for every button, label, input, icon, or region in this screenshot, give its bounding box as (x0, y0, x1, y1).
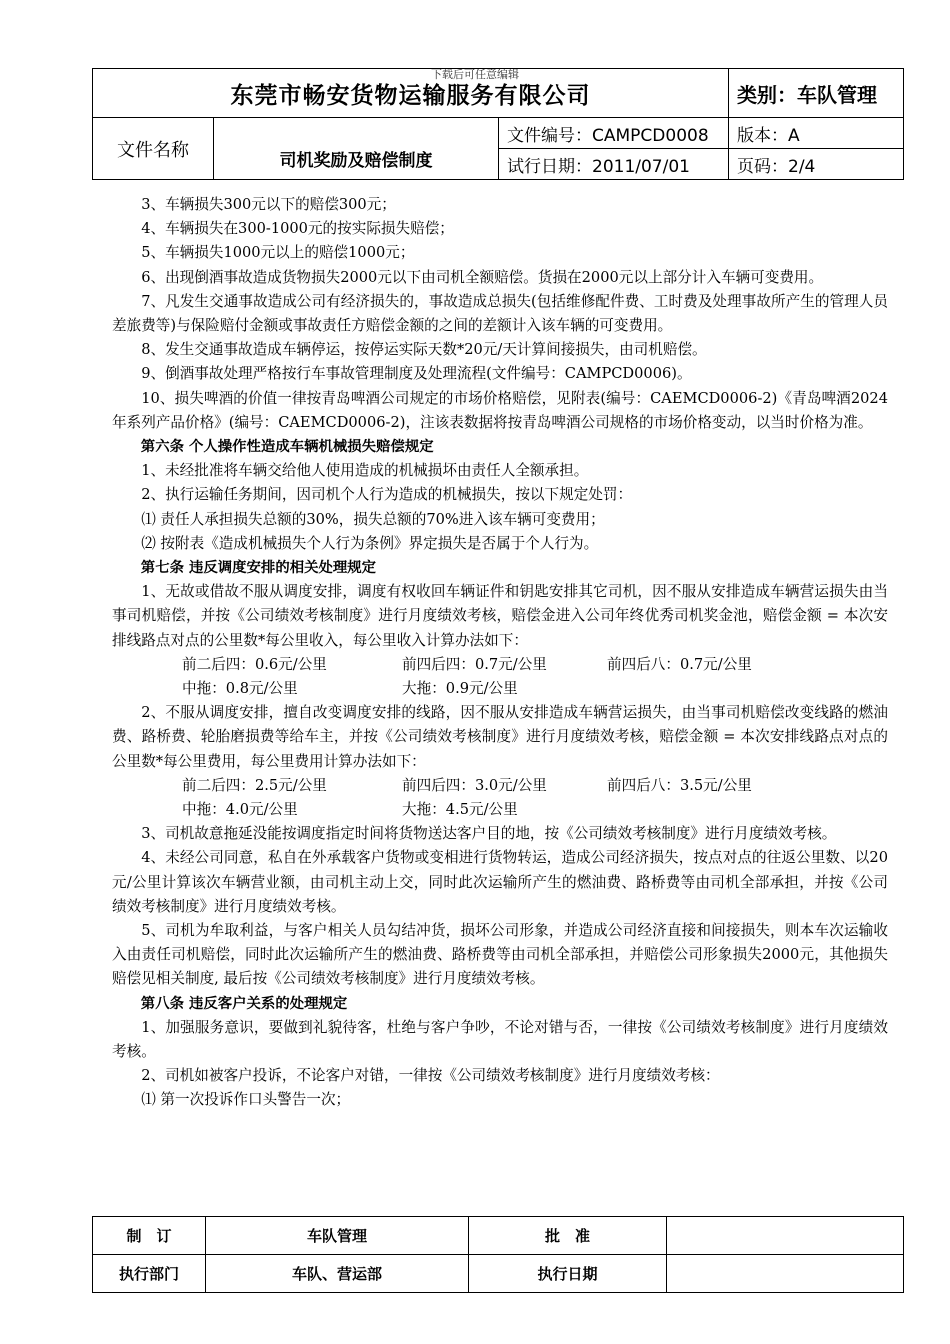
paragraph: 3、车辆损失300元以下的赔偿300元； (141, 196, 396, 213)
paragraph: 5、车辆损失1000元以上的赔偿1000元； (141, 244, 415, 262)
rate-item: 中拖：0.8元/公里 (182, 680, 298, 698)
paragraph: 6、出现倒酒事故造成货物损失2000元以下由司机全额赔偿。货损在2000元以上部分计入车辆可变费用。 (141, 268, 824, 286)
dept-label: 执行部门 (93, 1255, 206, 1293)
header-table (92, 68, 904, 180)
file-name-label: 文件名称 (93, 118, 214, 180)
paragraph: 4、车辆损失在300-1000元的按实际损失赔偿； (141, 220, 454, 238)
section-heading-6: 第六条 个人操作性造成车辆机械损失赔偿规定 (140, 439, 434, 456)
document-body (112, 193, 888, 1113)
paragraph: 5、司机为牟取利益，与客户相关人员勾结冲货，损坏公司形象，并造成公司经济直接和间接损失，则本车次运输收入由责任司机赔偿，同时此次运输所产生的燃油费、路桥费等由司机全部承担，并赔偿公司形象损失2000元，其他损失赔偿见相关制度, 最后按《公司绩效考核制度》进行月度绩效考核。 (112, 922, 888, 988)
paragraph: 1、未经批准将车辆交给他人使用造成的机械损坏由责任人全额承担。 (141, 462, 589, 480)
paragraph: 2、执行运输任务期间，因司机个人行为造成的机械损失，按以下规定处罚： (141, 486, 633, 504)
rate-item: 前二后四：2.5元/公里 (182, 776, 327, 794)
paragraph: ⑵ 按附表《造成机械损失个人行为条例》界定损失是否属于个人行为。 (141, 534, 599, 552)
paragraph: 3、司机故意拖延没能按调度指定时间将货物送达客户目的地，按《公司绩效考核制度》进行月度绩效考核。 (141, 825, 837, 843)
file-number: 文件编号：CAMPCD0008 (499, 118, 729, 149)
paragraph: 2、不服从调度安排，擅自改变调度安排的线路，因不服从安排造成车辆营运损失，由当事司机赔偿改变线路的燃油费、路桥费、轮胎磨损费等给车主，并按《公司绩效考核制度》进行月度绩效考核，赔偿金额 = 本次安排线路点对点的公里数*每公里费用，每公里费用计算办法如下： (112, 704, 888, 770)
dept-value: 车队、营运部 (206, 1255, 469, 1293)
rate-item: 前四后四：0.7元/公里 (402, 655, 547, 673)
company-name: 东莞市畅安货物运输服务有限公司 (93, 69, 729, 118)
rate-item: 中拖：4.0元/公里 (182, 801, 298, 819)
paragraph: 1、加强服务意识，要做到礼貌待客，杜绝与客户争吵，不论对错与否，一律按《公司绩效考核制度》进行月度绩效考核。 (112, 1018, 888, 1061)
exec-date-value (667, 1255, 904, 1293)
paragraph: 9、倒酒事故处理严格按行车事故管理制度及处理流程(文件编号：CAMPCD0006)。 (141, 365, 692, 383)
rate-row (182, 653, 888, 677)
paragraph: 1、无故或借故不服从调度安排，调度有权收回车辆证件和钥匙安排其它司机，因不服从安排造成车辆营运损失由当事司机赔偿，并按《公司绩效考核制度》进行月度绩效考核，赔偿金进入公司年终优秀司机奖金池，赔偿金额 = 本次安排线路点对点的公里数*每公里收入，每公里收入计算办法如下： (112, 583, 888, 649)
paragraph: 10、损失啤酒的价值一律按青岛啤酒公司规定的市场价格赔偿，见附表(编号：CAEMCD0006-2)《青岛啤酒2024年系列产品价格》(编号：CAEMCD0006-2)，注该表数据将按青岛啤酒公司规格的市场价格变动，以当时价格为准。 (112, 389, 888, 431)
paragraph: 7、凡发生交通事故造成公司有经济损失的，事故造成总损失(包括维修配件费、工时费及处理事故所产生的管理人员差旅费等)与保险赔付金额或事故责任方赔偿金额的之间的差额计入该车辆的可变费用。 (112, 292, 888, 335)
rate-row (182, 798, 888, 822)
page-number: 页码：2/4 (729, 149, 904, 180)
trial-date: 试行日期：2011/07/01 (499, 149, 729, 180)
footer-table (92, 1216, 904, 1293)
rate-item: 前四后八：0.7元/公里 (607, 655, 752, 673)
rate-item: 大拖：0.9元/公里 (402, 680, 518, 698)
exec-date-label: 执行日期 (469, 1255, 667, 1293)
made-label: 制 订 (93, 1217, 206, 1255)
paragraph: ⑴ 责任人承担损失总额的30%，损失总额的70%进入该车辆可变费用； (141, 510, 605, 528)
rate-table-cost (112, 774, 888, 822)
rate-item: 前四后四：3.0元/公里 (402, 776, 547, 794)
made-value: 车队管理 (206, 1217, 469, 1255)
paragraph: 8、发生交通事故造成车辆停运，按停运实际天数*20元/天计算间接损失，由司机赔偿。 (141, 341, 707, 359)
document-title: 司机奖励及赔偿制度 (214, 118, 499, 180)
approve-label: 批 准 (469, 1217, 667, 1255)
section-heading-8: 第八条 违反客户关系的处理规定 (140, 995, 348, 1012)
paragraph: 4、未经公司同意，私自在外承载客户货物或变相进行货物转运，造成公司经济损失，按点对点的往返公里数、以20元/公里计算该次车辆营业额，由司机主动上交，同时此次运输所产生的燃油费、路桥费等由司机全部承担，并按《公司绩效考核制度》进行月度绩效考核。 (112, 849, 888, 915)
approve-value (667, 1217, 904, 1255)
rate-row (182, 677, 888, 701)
category: 类别：车队管理 (729, 69, 904, 118)
version: 版本：A (729, 118, 904, 149)
paragraph: 2、司机如被客户投诉，不论客户对错，一律按《公司绩效考核制度》进行月度绩效考核： (141, 1067, 720, 1085)
rate-row (182, 774, 888, 798)
rate-table-income (112, 653, 888, 701)
rate-item: 前四后八：3.5元/公里 (607, 776, 752, 794)
paragraph: ⑴ 第一次投诉作口头警告一次； (141, 1091, 351, 1109)
section-heading-7: 第七条 违反调度安排的相关处理规定 (140, 560, 377, 577)
rate-item: 前二后四：0.6元/公里 (182, 655, 327, 673)
watermark: 下载后可任意编辑 (431, 68, 519, 81)
rate-item: 大拖：4.5元/公里 (402, 801, 518, 819)
